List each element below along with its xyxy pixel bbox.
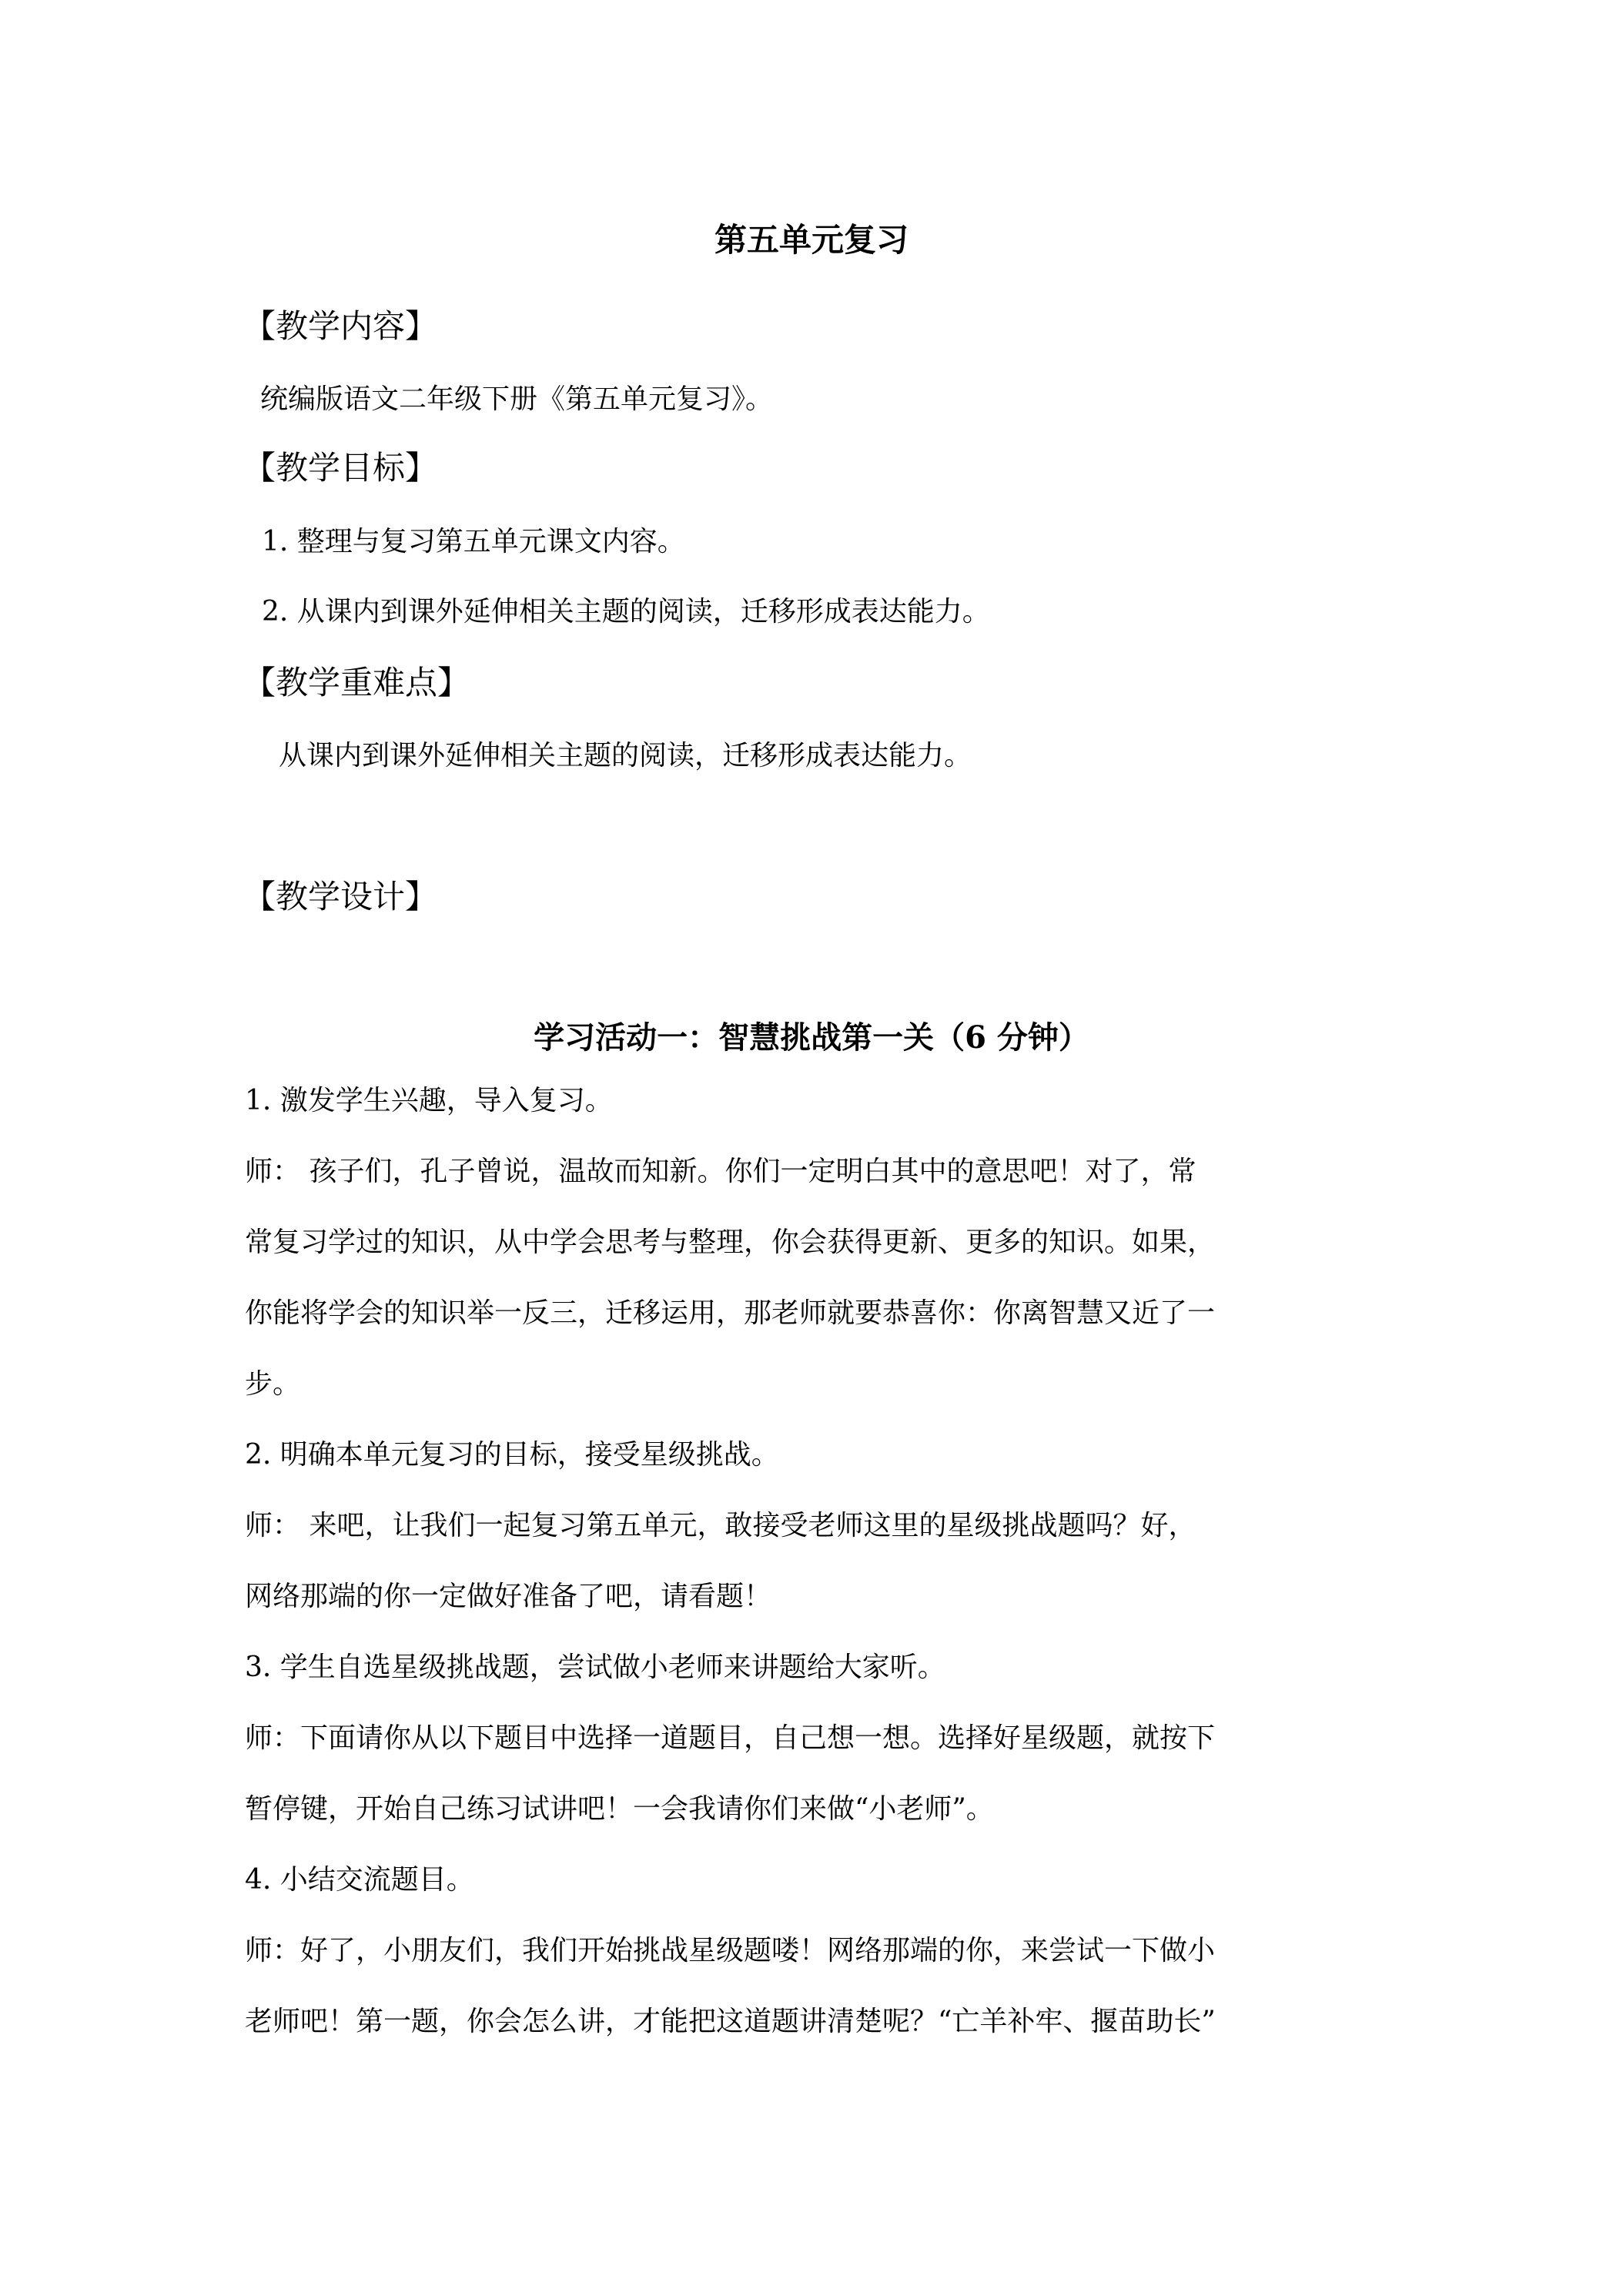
body-line: 师： 孩子们，孔子曾说，温故而知新。你们一定明白其中的意思吧！对了，常 (245, 1156, 1196, 1187)
body-line: 2. 明确本单元复习的目标，接受星级挑战。 (245, 1439, 779, 1471)
body-line: 师：下面请你从以下题目中选择一道题目，自己想一想。选择好星级题，就按下 (245, 1722, 1216, 1754)
body-line: 你能将学会的知识举一反三，迁移运用，那老师就要恭喜你：你离智慧又近了一 (245, 1297, 1216, 1329)
body-line: 网络那端的你一定做好准备了吧，请看题！ (245, 1581, 772, 1612)
section-heading-content: 【教学内容】 (243, 307, 438, 345)
body-line: 师：好了，小朋友们，我们开始挑战星级题喽！网络那端的你，来尝试一下做小 (245, 1935, 1216, 1966)
section-heading-key: 【教学重难点】 (243, 664, 470, 701)
body-line: 3. 学生自选星级挑战题，尝试做小老师来讲题给大家听。 (245, 1652, 945, 1683)
section-heading-design: 【教学设计】 (243, 878, 438, 915)
body-line: 师： 来吧，让我们一起复习第五单元，敢接受老师这里的星级挑战题吗？好， (245, 1510, 1196, 1541)
body-line: 4. 小结交流题目。 (245, 1864, 474, 1896)
body-line: 常复习学过的知识，从中学会思考与整理，你会获得更新、更多的知识。如果， (245, 1227, 1216, 1258)
content-text: 统编版语文二年级下册《第五单元复习》。 (260, 383, 774, 415)
goal-item-2: 2. 从课内到课外延伸相关主题的阅读，迁移形成表达能力。 (262, 596, 990, 628)
body-line: 暂停键，开始自己练习试讲吧！一会我请你们来做“小老师”。 (245, 1793, 994, 1825)
body-line: 步。 (245, 1368, 301, 1400)
activity-title: 学习活动一：智慧挑战第一关（6 分钟） (534, 1019, 1089, 1056)
section-heading-goals: 【教学目标】 (243, 449, 438, 487)
body-line: 老师吧！第一题，你会怎么讲，才能把这道题讲清楚呢？“亡羊补牢、揠苗助长” (245, 2006, 1216, 2037)
document-title: 第五单元复习 (714, 221, 909, 259)
goal-item-1: 1. 整理与复习第五单元课文内容。 (262, 526, 685, 557)
body-line: 1. 激发学生兴趣，导入复习。 (245, 1085, 613, 1116)
key-text: 从课内到课外延伸相关主题的阅读，迁移形成表达能力。 (279, 740, 972, 771)
